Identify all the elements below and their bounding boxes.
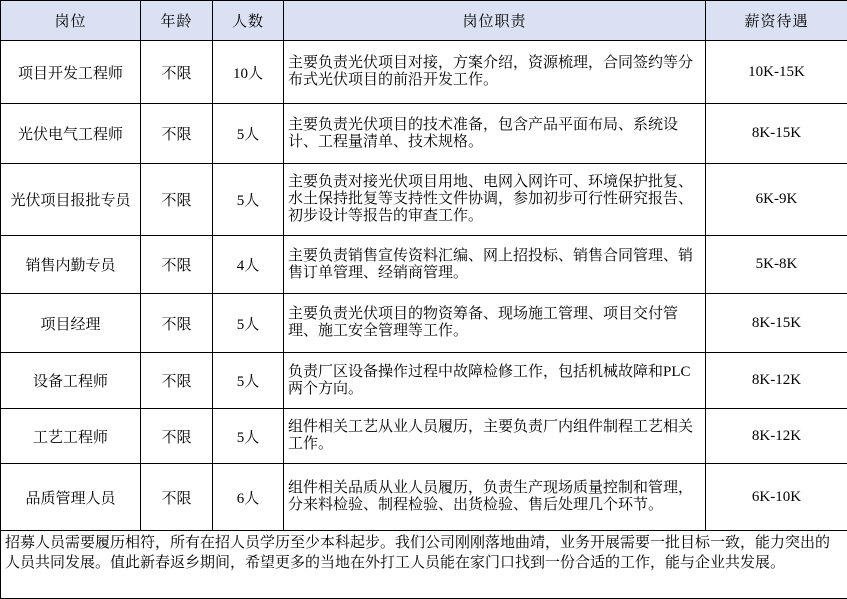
age-cell: 不限	[141, 464, 213, 531]
age-cell: 不限	[141, 236, 213, 294]
col-header-salary: 薪资待遇	[706, 1, 847, 41]
age-cell: 不限	[141, 41, 213, 104]
duty-cell: 组件相关工艺从业人员履历，主要负责厂内组件制程工艺相关工作。	[284, 409, 706, 464]
duty-cell: 负责厂区设备操作过程中故障检修工作，包括机械故障和PLC两个方向。	[284, 353, 706, 409]
table-row	[1, 164, 847, 236]
table-row	[1, 41, 847, 104]
count-cell: 4人	[213, 236, 284, 294]
count-cell: 5人	[213, 409, 284, 464]
table-row	[1, 294, 847, 353]
col-header-duty: 岗位职责	[284, 1, 706, 41]
salary-cell: 8K-12K	[706, 409, 847, 464]
footer-note: 招募人员需要履历相符，所有在招人员学历至少本科起步。我们公司刚刚落地曲靖，业务开展需要一批目标一致，能力突出的人员共同发展。值此新春返乡期间，希望更多的当地在外打工人员能在家门口找到一份合适的工作，能与企业共发展。	[1, 531, 847, 599]
duty-cell: 主要负责对接光伏项目用地、电网入网许可、环境保护批复、水土保持批复等支持性文件协调，参加初步可行性研究报告、初步设计等报告的审查工作。	[284, 164, 706, 236]
age-cell: 不限	[141, 104, 213, 164]
table-row	[1, 409, 847, 464]
salary-cell: 5K-8K	[706, 236, 847, 294]
position-cell: 光伏电气工程师	[1, 104, 141, 164]
col-header-position: 岗位	[1, 1, 141, 41]
duty-cell: 主要负责光伏项目对接，方案介绍，资源梳理，合同签约等分布式光伏项目的前沿开发工作。	[284, 41, 706, 104]
position-cell: 项目开发工程师	[1, 41, 141, 104]
salary-cell: 8K-15K	[706, 294, 847, 353]
count-cell: 6人	[213, 464, 284, 531]
col-header-count: 人数	[213, 1, 284, 41]
count-cell: 5人	[213, 104, 284, 164]
salary-cell: 6K-9K	[706, 164, 847, 236]
age-cell: 不限	[141, 294, 213, 353]
salary-cell: 10K-15K	[706, 41, 847, 104]
position-cell: 品质管理人员	[1, 464, 141, 531]
duty-cell: 主要负责销售宣传资料汇编、网上招投标、销售合同管理、销售订单管理、经销商管理。	[284, 236, 706, 294]
count-cell: 5人	[213, 294, 284, 353]
duty-cell: 主要负责光伏项目的技术准备，包含产品平面布局、系统设计、工程量清单、技术规格。	[284, 104, 706, 164]
count-cell: 5人	[213, 353, 284, 409]
position-cell: 工艺工程师	[1, 409, 141, 464]
count-cell: 10人	[213, 41, 284, 104]
table-row	[1, 464, 847, 531]
count-cell: 5人	[213, 164, 284, 236]
table-row	[1, 236, 847, 294]
position-cell: 销售内勤专员	[1, 236, 141, 294]
duty-cell: 组件相关品质从业人员履历，负责生产现场质量控制和管理，分来料检验、制程检验、出货检验、售后处理几个环节。	[284, 464, 706, 531]
salary-cell: 8K-12K	[706, 353, 847, 409]
position-cell: 项目经理	[1, 294, 141, 353]
salary-cell: 8K-15K	[706, 104, 847, 164]
table-row	[1, 104, 847, 164]
table-row	[1, 353, 847, 409]
col-header-age: 年龄	[141, 1, 213, 41]
position-cell: 光伏项目报批专员	[1, 164, 141, 236]
duty-cell: 主要负责光伏项目的物资筹备、现场施工管理、项目交付管理、施工安全管理等工作。	[284, 294, 706, 353]
position-cell: 设备工程师	[1, 353, 141, 409]
age-cell: 不限	[141, 409, 213, 464]
age-cell: 不限	[141, 353, 213, 409]
age-cell: 不限	[141, 164, 213, 236]
header-row	[1, 1, 847, 41]
footer-row	[1, 531, 847, 599]
salary-cell: 6K-10K	[706, 464, 847, 531]
